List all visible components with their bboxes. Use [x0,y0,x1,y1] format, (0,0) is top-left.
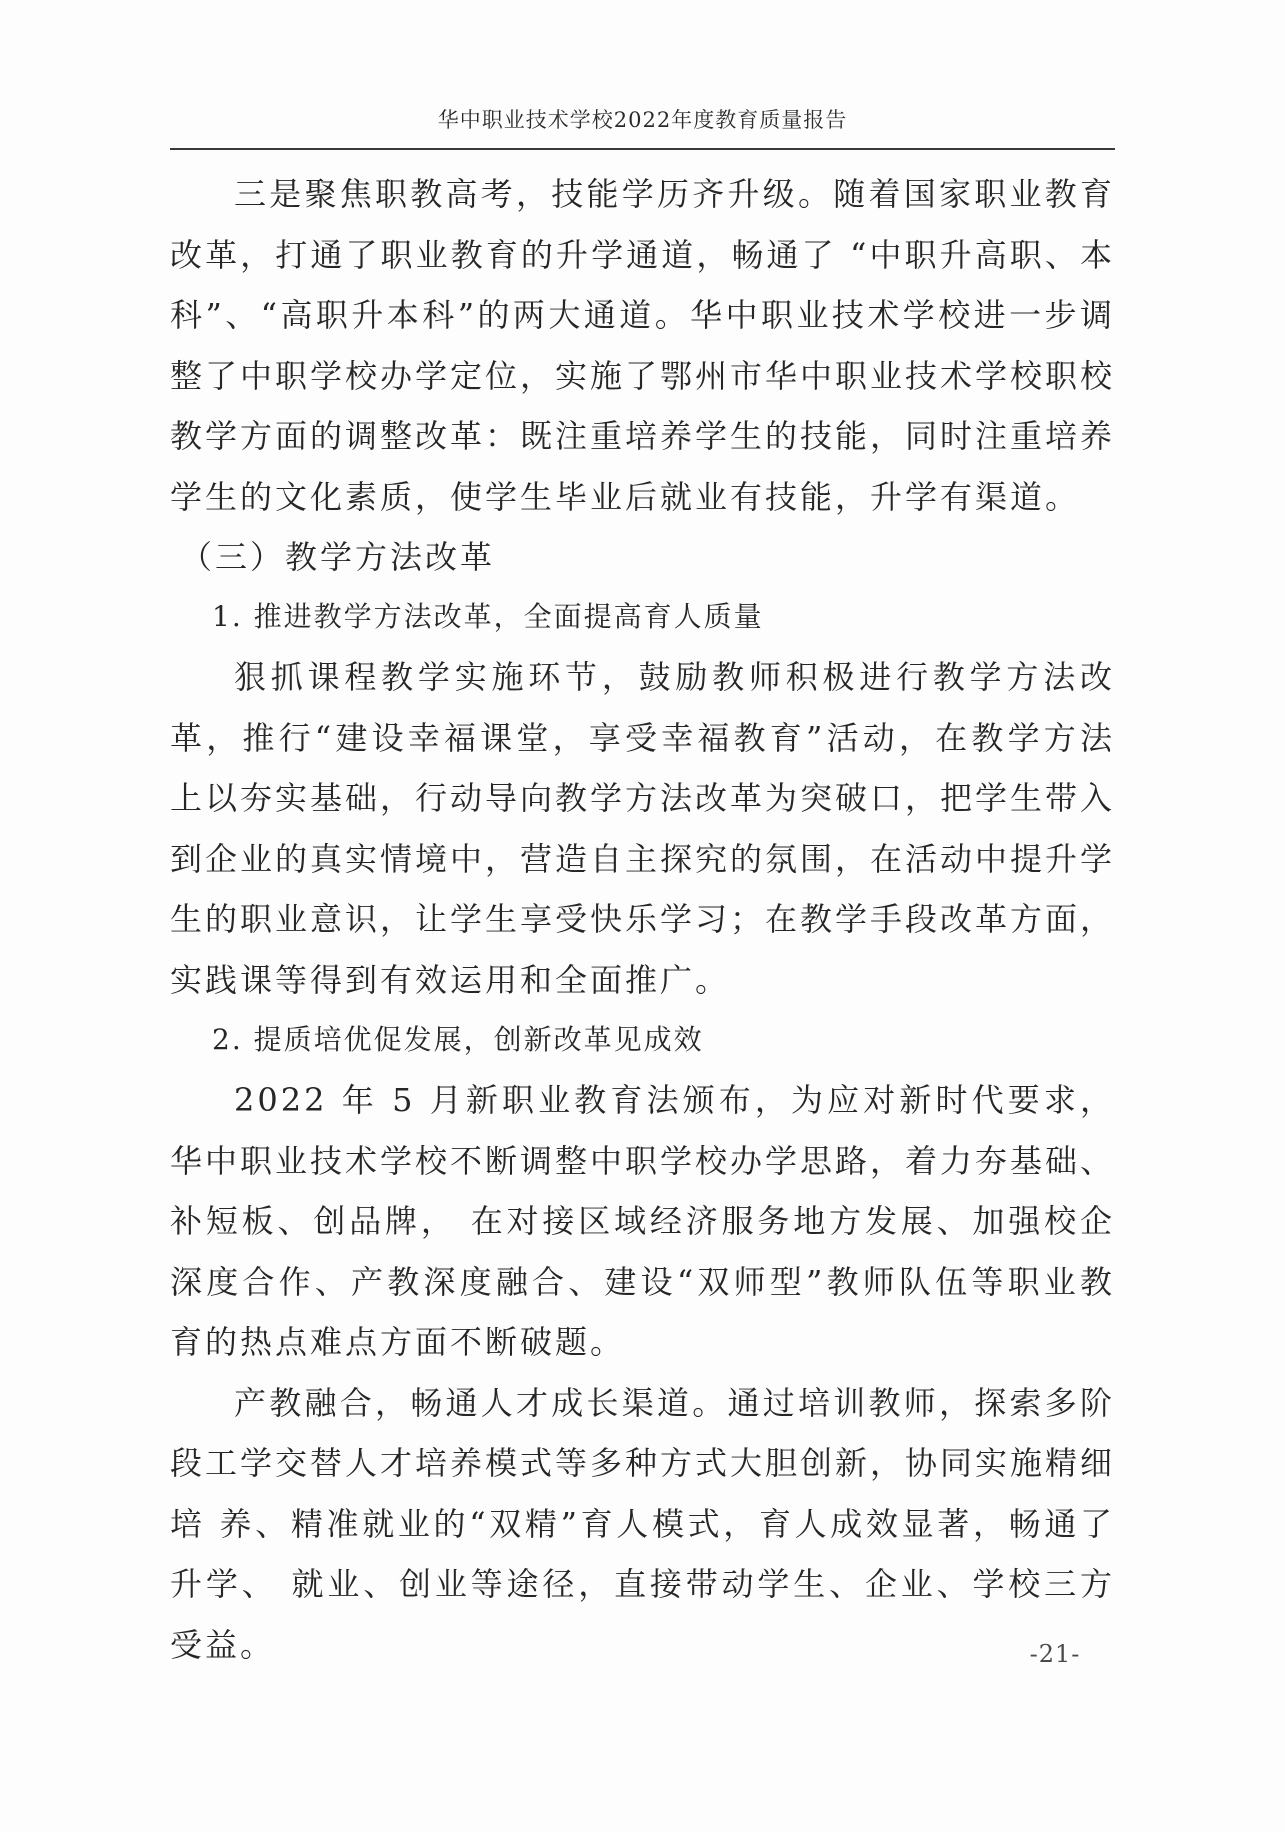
paragraph-vocational-exam: 三是聚焦职教高考，技能学历齐升级。随着国家职业教育改革，打通了职业教育的升学通道，畅通了 “中职升高职、本科”、“高职升本科”的两大通道。华中职业技术学校进一步调整了中职学校办学定位，实施了鄂州市华中职业技术学校职校教学方面的调整改革：既注重培养学生的技能，同时注重培养学生的文化素质，使学生毕业后就业有技能，升学有渠道。 [170,175,1116,516]
header-rule [170,148,1115,150]
running-header: 华中职业技术学校2022年度教育质量报告 [437,108,848,132]
paragraph-new-law: 2022 年 5 月新职业教育法颁布，为应对新时代要求，华中职业技术学校不断调整中职学校办学思路，着力夯基础、补短板、创品牌， 在对接区域经济服务地方发展、加强校企深度合作、产教深度融合、建设“双师型”教师队伍等职业教育的热点难点方面不断破题。 [170,1081,1116,1361]
paragraph-industry-education: 产教融合，畅通人才成长渠道。通过培训教师，探索多阶段工学交替人才培养模式等多种方式大胆创新，协同实施精细培 养、精准就业的“双精”育人模式，育人成效显著，畅通了升学、 就业、创业等途径，直接带动学生、企业、学校三方受益。 [170,1383,1116,1664]
page-number: -21- [1029,1640,1081,1668]
subheading-2: 2. 提质培优促发展，创新改革见成效 [212,1023,704,1056]
paragraph-teaching-method: 狠抓课程教学实施环节，鼓励教师积极进行教学方法改革，推行“建设幸福课堂，享受幸福教育”活动，在教学方法上以夯实基础，行动导向教学方法改革为突破口，把学生带入到企业的真实情境中，营造自主探究的氛围，在活动中提升学生的职业意识，让学生享受快乐学习；在教学手段改革方面，实践课等得到有效运用和全面推广。 [170,658,1116,999]
subheading-1: 1. 推进教学方法改革，全面提高育人质量 [212,600,764,633]
body-content [170,164,1115,1675]
section-heading-teaching-method-reform: （三）教学方法改革 [180,538,496,576]
